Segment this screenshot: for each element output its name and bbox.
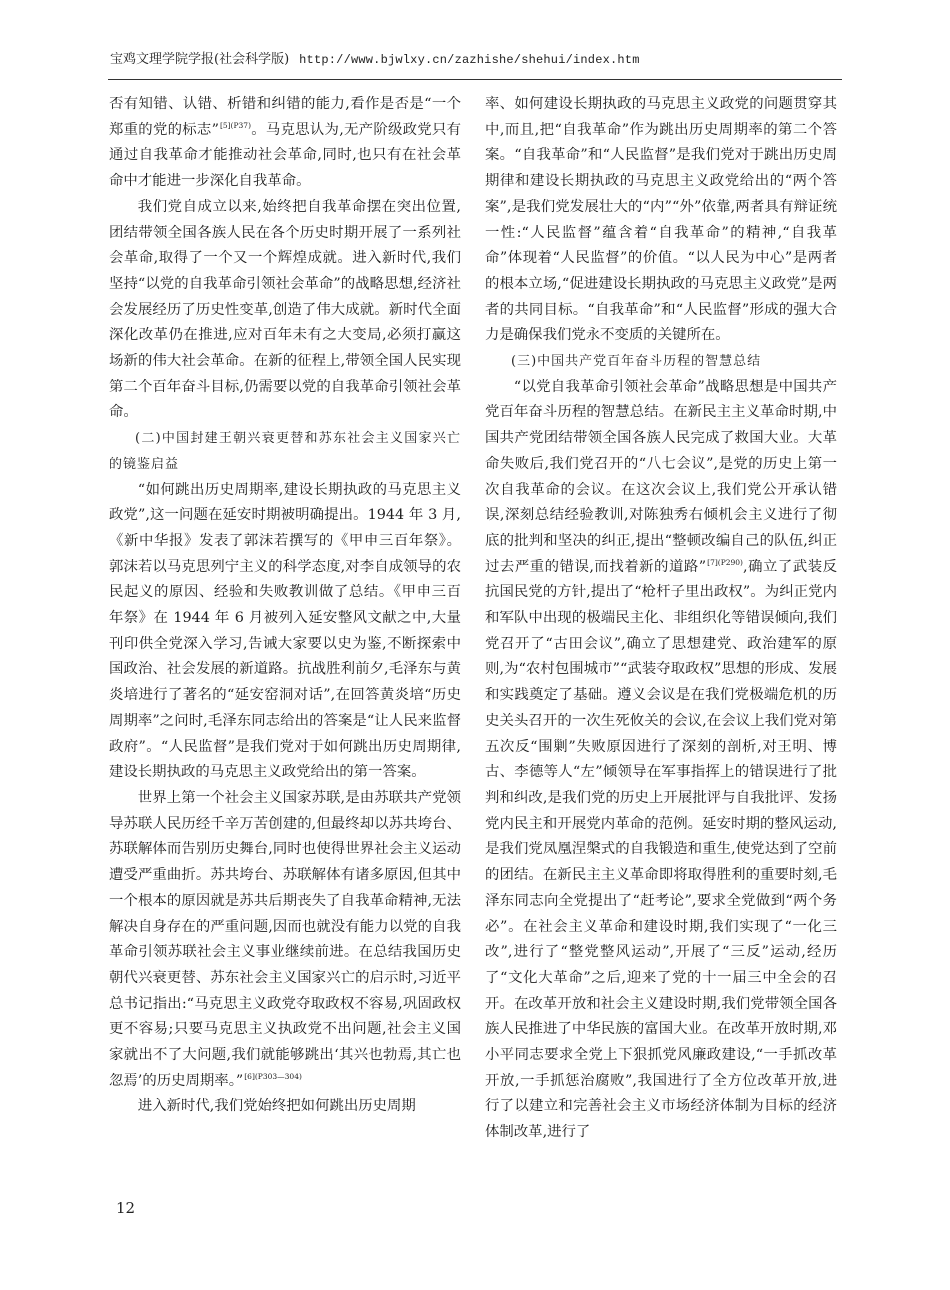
- paragraph-text: ,确立了武装反抗国民党的方针,提出了“枪杆子里出政权”。为纠正党内和军队中出现的极端民主化、非组织化等错误倾向,我们党召开了“古田会议”,确立了思想建党、政治建军的原则,为“农村包围城市”“武装夺取政权”思想的形成、发展和实践奠定了基础。遵义会议是在我们党极端危机的历史关头召开的一次生死攸关的会议,在会议上我们党对第五次反“围剿”失败原因进行了深刻的剖析,对王明、博古、李德等人“左”倾领导在军事指挥上的错误进行了批判和纠改,是我们党的历史上开展批评与自我批评、发扬党内民主和开展党内革命的范例。延安时期的整风运动,是我们党凤凰涅槃式的自我锻造和重生,使党达到了空前的团结。在新民主主义革命即将取得胜利的重要时刻,毛泽东同志向全党提出了“赶考论”,要求全党做到“两个务必”。在社会主义革命和建设时期,我们实现了“一化三改”,进行了“整党整风运动”,开展了“三反”运动,经历了“文化大革命”之后,迎来了党的十一届三中全会的召开。在改革开放和社会主义建设时期,我们党带领全国各族人民推进了中华民族的富国大业。在改革开放时期,邓小平同志要求全党上下狠抓党风廉政建设,“一手抓改革开放,一手抓惩治腐败”,我国进行了全方位改革开放,进行了以建立和完善社会主义市场经济体制为目标的经济体制改革,进行了: [485, 558, 837, 1141]
- paragraph-text: 否有知错、认错、析错和纠错的能力,看作是否是“一个郑重的党的标志”: [109, 96, 461, 138]
- running-header: [110, 48, 840, 67]
- paragraph: 我们党自成立以来,始终把自我革命摆在突出位置,团结带领全国各族人民在各个历史时期开展了一系列社会革命,取得了一个又一个辉煌成就。进入新时代,我们坚持“以党的自我革命引领社会革命”的战略思想,经济社会发展经历了历史性变革,创造了伟大成就。新时代全面深化改革仍在推进,应对百年未有之大变局,必须打赢这场新的伟大社会革命。在新的征程上,带领全国人民实现第二个百年奋斗目标,仍需要以党的自我革命引领社会革命。: [109, 198, 461, 421]
- paragraph: 进入新时代,我们党始终把如何跳出历史周期: [137, 1098, 416, 1115]
- paragraph-text: 。马克思认为,无产阶级政党只有通过自我革命才能推动社会革命,同时,也只有在社会革命中才能进一步深化自我革命。: [109, 121, 462, 190]
- paragraph: “如何跳出历史周期率,建设长期执政的马克思主义政党”,这一问题在延安时期被明确提出。1944 年 3 月,《新中华报》发表了郭沫若撰写的《甲申三百年祭》。郭沫若以马克思列宁主义的科学态度,对李自成领导的农民起义的原因、经验和失败教训做了总结。《甲申三百年祭》在 1944 年 6 月被列入延安整风文献之中,大量刊印供全党深入学习,告诫大家要以史为鉴,不断探索中国政治、社会发展的新道路。抗战胜利前夕,毛泽东与黄炎培进行了著名的“延安窑洞对话”,在回答黄炎培“历史周期率”之问时,毛泽东同志给出的答案是“让人民来监督政府”。“人民监督”是我们党对于如何跳出历史周期律,建设长期执政的马克思主义政党给出的第一答案。: [109, 481, 461, 781]
- section-heading: (三)中国共产党百年奋斗历程的智慧总结: [511, 354, 762, 370]
- paragraph: 率、如何建设长期执政的马克思主义政党的问题贯穿其中,而且,把“自我革命”作为跳出历史周期率的第二个答案。“自我革命”和“人民监督”是我们党对于跳出历史周期律和建设长期执政的马克思主义政党给出的“两个答案”,是我们党发展壮大的“内”“外”依靠,两者具有辩证统一性:“人民监督”蕴含着“自我革命”的精神,“自我革命”体现着“人民监督”的价值。“以人民为中心”是两者的根本立场,“促进建设长期执政的马克思主义政党”是两者的共同目标。“自我革命”和“人民监督”形成的强大合力是确保我们党永不变质的关键所在。: [485, 96, 837, 344]
- right-column: [485, 92, 837, 1146]
- section-heading: (二)中国封建王朝兴衰更替和苏东社会主义国家兴亡的镜鉴启益: [109, 431, 461, 472]
- journal-title: 宝鸡文理学院学报(社会科学版): [110, 52, 290, 67]
- paragraph: [485, 375, 837, 1146]
- page-number: 12: [116, 1199, 136, 1217]
- paragraph: [109, 92, 461, 195]
- citation-ref: [6](P303—304): [244, 1071, 302, 1081]
- citation-ref: [5](P37): [219, 120, 252, 130]
- paragraph-text: 世界上第一个社会主义国家苏联,是由苏联共产党领导苏联人民历经千辛万苦创建的,但最终却以苏共垮台、苏联解体而告别历史舞台,同时也使得世界社会主义运动遭受严重曲折。苏共垮台、苏联解体有诸多原因,但其中一个根本的原因就是苏共后期丧失了自我革命精神,无法解决自身存在的严重问题,因而也就没有能力以党的自我革命引领苏联社会主义事业继续前进。在总结我国历史朝代兴衰更替、苏东社会主义国家兴亡的启示时,习近平总书记指出:“马克思主义政党夺取政权不容易,巩固政权更不容易;只要马克思主义执政党不出问题,社会主义国家就出不了大问题,我们就能够跳出‘其兴也勃焉,其亡也忽焉’的历史周期率。”: [109, 789, 461, 1089]
- journal-url[interactable]: http://www.bjwlxy.cn/zazhishe/shehui/index.htm: [299, 53, 640, 67]
- citation-ref: [7](P290): [707, 557, 743, 567]
- left-column: [109, 92, 461, 1120]
- header-rule: [108, 79, 842, 80]
- paragraph-text: “以党自我革命引领社会革命”战略思想是中国共产党百年奋斗历程的智慧总结。在新民主主义革命时期,中国共产党团结带领全国各族人民完成了救国大业。大革命失败后,我们党召开的“八七会议”,是党的历史上第一次自我革命的会议。在这次会议上,我们党公开承认错误,深刻总结经验教训,对陈独秀右倾机会主义进行了彻底的批判和坚决的纠正,提出“整顿改编自己的队伍,纠正过去严重的错误,而找着新的道路”: [485, 378, 837, 575]
- paragraph: [109, 786, 461, 1094]
